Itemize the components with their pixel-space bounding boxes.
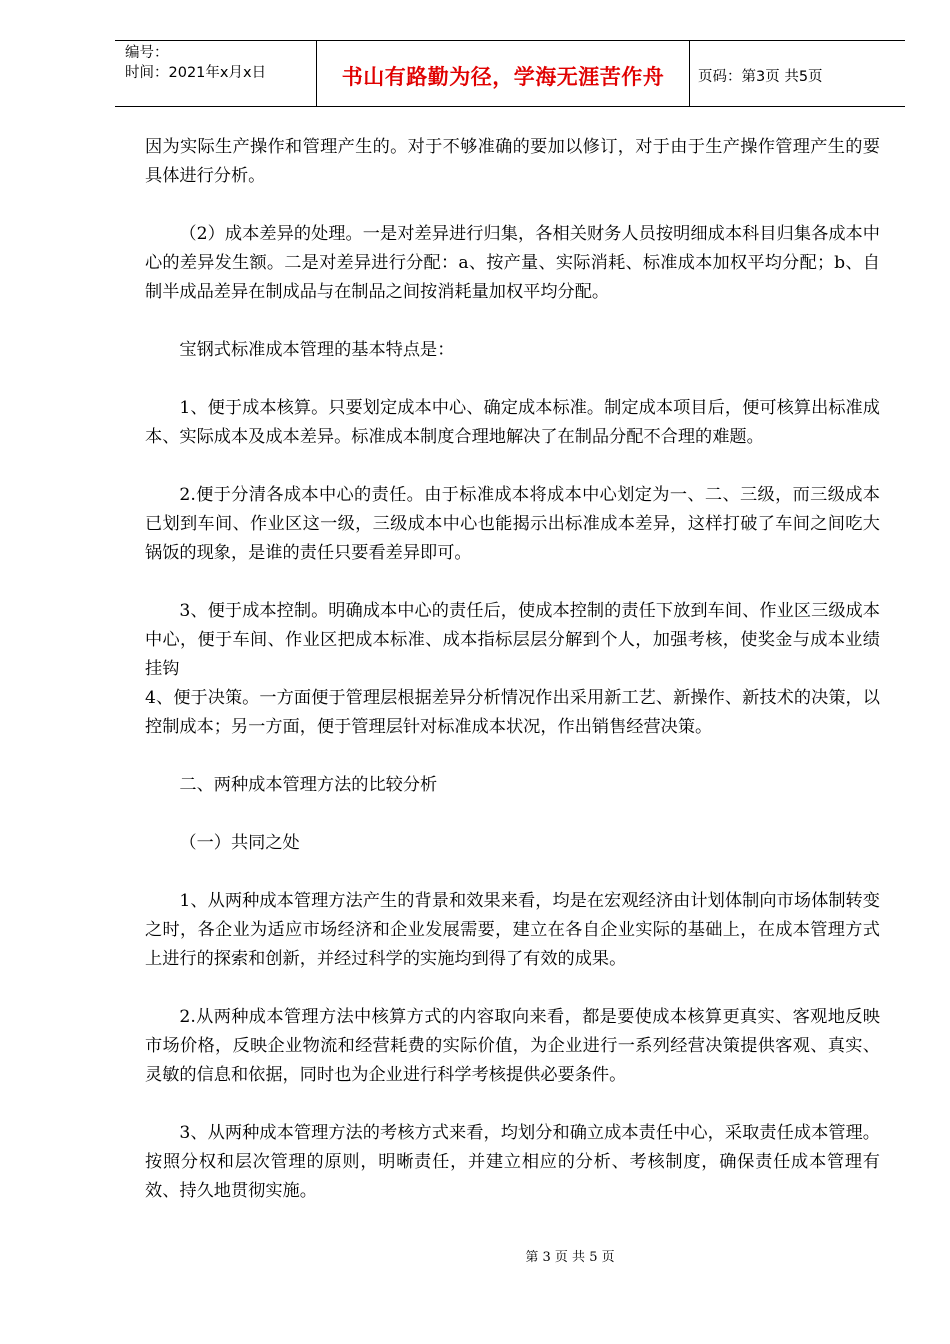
paragraph-feature-3: 3、便于成本控制。明确成本中心的责任后，使成本控制的责任下放到车间、作业区三级成本中心，便于车间、作业区把成本标准、成本指标层层分解到个人，加强考核，使奖金与成本业绩挂钩	[145, 601, 880, 679]
header-meta	[115, 41, 317, 106]
header-motto: 书山有路勤为径，学海无涯苦作舟	[341, 64, 665, 89]
paragraph-common-3: 3、从两种成本管理方法的考核方式来看，均划分和确立成本责任中心，采取责任成本管理。按照分权和层次管理的原则，明晰责任，并建立相应的分析、考核制度，确保责任成本管理有效、持久地贯彻实施。	[145, 1123, 880, 1201]
header-motto-cell	[317, 41, 690, 106]
page-header	[115, 40, 905, 107]
serial-number-label: 编号：	[125, 45, 169, 61]
subsection-heading-common: （一）共同之处	[179, 833, 300, 853]
paragraph-continued: 因为实际生产操作和管理产生的。对于不够准确的要加以修订，对于由于生产操作管理产生的要具体进行分析。	[145, 137, 880, 186]
document-body	[145, 133, 880, 1206]
paragraph-variance-treatment: （2）成本差异的处理。一是对差异进行归集，各相关财务人员按明细成本科目归集各成本中心的差异发生额。二是对差异进行分配：a、按产量、实际消耗、标准成本加权平均分配；b、自制半成品差异在制成品与在制品之间按消耗量加权平均分配。	[145, 224, 880, 302]
paragraph-feature-1: 1、便于成本核算。只要划定成本中心、确定成本标准。制定成本项目后，便可核算出标准成本、实际成本及成本差异。标准成本制度合理地解决了在制品分配不合理的难题。	[145, 398, 880, 447]
header-page-number: 页码：第3页 共5页	[698, 69, 823, 85]
paragraph-common-2: 2.从两种成本管理方法中核算方式的内容取向来看，都是要使成本核算更真实、客观地反映市场价格，反映企业物流和经营耗费的实际价值，为企业进行一系列经营决策提供客观、真实、灵敏的信息和依据，同时也为企业进行科学考核提供必要条件。	[145, 1007, 880, 1085]
page-footer: 第 3 页 共 5 页	[525, 1250, 615, 1265]
header-page-cell	[690, 41, 905, 106]
section-heading-comparison: 二、两种成本管理方法的比较分析	[179, 775, 438, 795]
date-label: 时间：2021年x月x日	[125, 65, 267, 81]
paragraph-features-heading: 宝钢式标准成本管理的基本特点是：	[179, 340, 455, 360]
paragraph-common-1: 1、从两种成本管理方法产生的背景和效果来看，均是在宏观经济由计划体制向市场体制转变之时，各企业为适应市场经济和企业发展需要，建立在各自企业实际的基础上，在成本管理方式上进行的探索和创新，并经过科学的实施均到得了有效的成果。	[145, 891, 880, 969]
paragraph-feature-4: 4、便于决策。一方面便于管理层根据差异分析情况作出采用新工艺、新操作、新技术的决策，以控制成本；另一方面，便于管理层针对标准成本状况，作出销售经营决策。	[145, 688, 880, 737]
paragraph-feature-2: 2.便于分清各成本中心的责任。由于标准成本将成本中心划定为一、二、三级，而三级成本已划到车间、作业区这一级，三级成本中心也能揭示出标准成本差异，这样打破了车间之间吃大锅饭的现象，是谁的责任只要看差异即可。	[145, 485, 880, 563]
